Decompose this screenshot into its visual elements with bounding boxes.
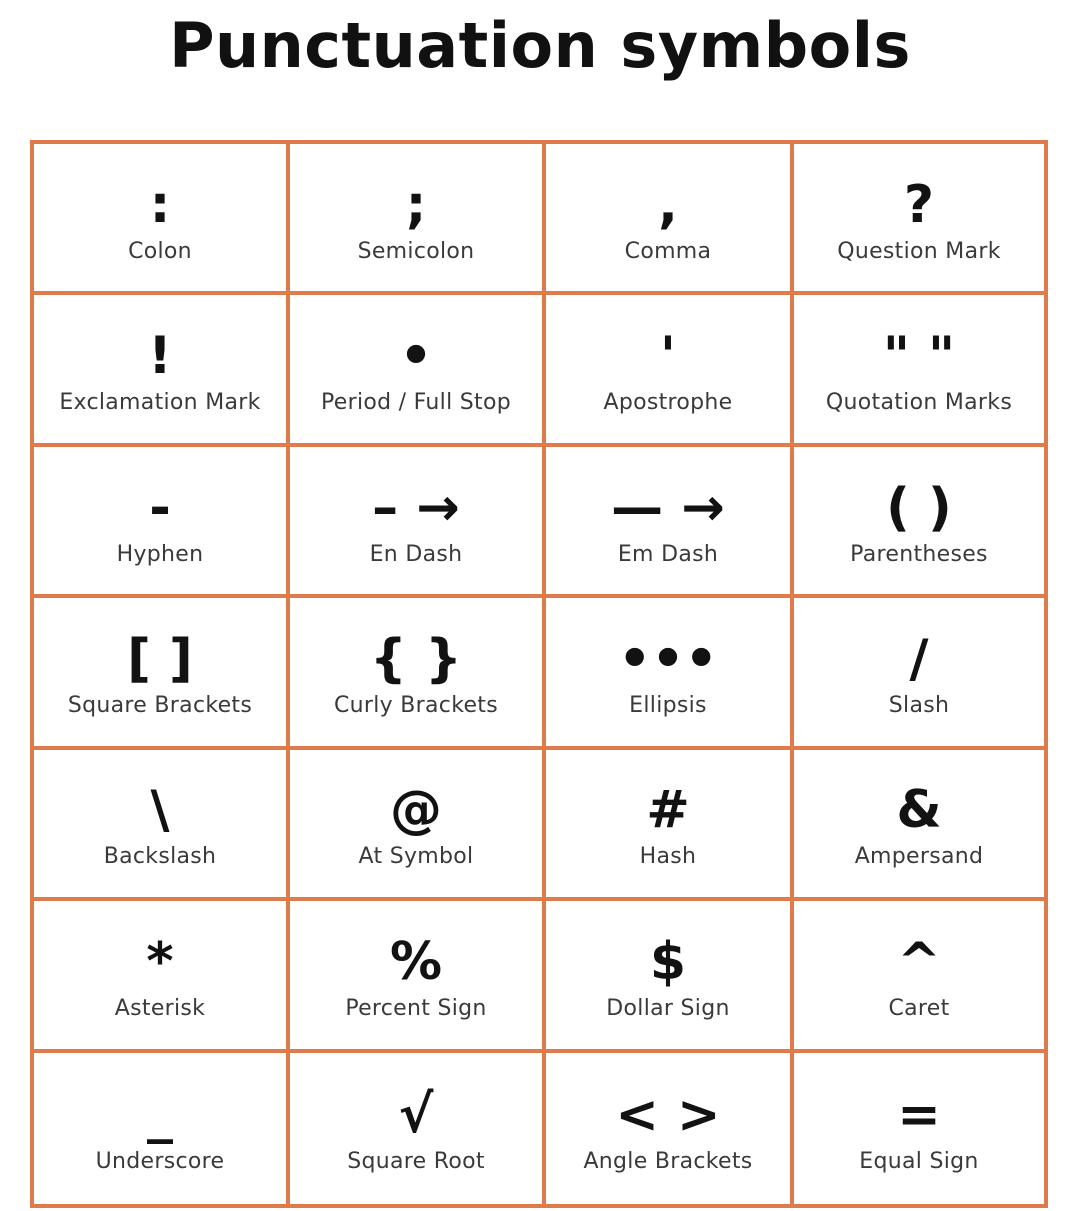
angle-brackets-symbol: < > xyxy=(615,1085,721,1146)
hyphen-symbol: - xyxy=(149,477,171,538)
symbols-table xyxy=(30,140,1048,1208)
symbol-cell-exclamation-mark xyxy=(34,295,290,446)
symbol-cell-parentheses xyxy=(794,447,1044,598)
equal-sign-symbol: = xyxy=(897,1085,941,1146)
symbol-cell-angle-brackets xyxy=(546,1053,794,1204)
angle-brackets-label: Angle Brackets xyxy=(583,1149,753,1175)
apostrophe-label: Apostrophe xyxy=(603,390,733,416)
at-symbol-label: At Symbol xyxy=(358,844,474,870)
question-mark-symbol: ? xyxy=(903,174,935,235)
quotation-marks-label: Quotation Marks xyxy=(825,390,1013,416)
symbol-cell-equal-sign xyxy=(794,1053,1044,1204)
symbol-cell-asterisk xyxy=(34,901,290,1052)
colon-symbol: : xyxy=(149,174,171,235)
ellipsis-symbol: ••• xyxy=(618,628,718,689)
equal-sign-label: Equal Sign xyxy=(859,1149,979,1175)
square-root-label: Square Root xyxy=(347,1149,485,1175)
symbol-cell-quotation-marks xyxy=(794,295,1044,446)
symbol-cell-en-dash xyxy=(290,447,546,598)
parentheses-label: Parentheses xyxy=(850,541,988,567)
ampersand-label: Ampersand xyxy=(854,844,984,870)
symbol-cell-at-symbol xyxy=(290,750,546,901)
slash-symbol: / xyxy=(909,628,929,689)
symbol-cell-backslash xyxy=(34,750,290,901)
curly-brackets-symbol: { } xyxy=(369,628,463,689)
comma-symbol: , xyxy=(658,174,678,235)
period-symbol: • xyxy=(399,326,433,387)
asterisk-symbol: * xyxy=(146,931,174,992)
semicolon-label: Semicolon xyxy=(357,238,475,264)
square-root-symbol: √ xyxy=(398,1085,434,1146)
symbol-cell-dollar-sign xyxy=(546,901,794,1052)
em-dash-label: Em Dash xyxy=(617,541,719,567)
underscore-symbol: _ xyxy=(147,1085,173,1146)
symbol-cell-slash xyxy=(794,598,1044,749)
symbol-cell-hyphen xyxy=(34,447,290,598)
en-dash-symbol: – → xyxy=(372,477,460,538)
symbol-cell-semicolon xyxy=(290,144,546,295)
parentheses-symbol: ( ) xyxy=(886,477,952,538)
symbol-cell-caret xyxy=(794,901,1044,1052)
comma-label: Comma xyxy=(624,238,712,264)
underscore-label: Underscore xyxy=(95,1149,225,1175)
en-dash-label: En Dash xyxy=(369,541,463,567)
period-label: Period / Full Stop xyxy=(320,390,512,416)
question-mark-label: Question Mark xyxy=(837,238,1001,264)
backslash-symbol: \ xyxy=(150,780,170,841)
colon-label: Colon xyxy=(128,238,192,264)
percent-sign-label: Percent Sign xyxy=(345,995,487,1021)
square-brackets-symbol: [ ] xyxy=(127,628,193,689)
symbol-cell-square-brackets xyxy=(34,598,290,749)
hash-symbol: # xyxy=(646,780,690,841)
ellipsis-label: Ellipsis xyxy=(629,692,707,718)
backslash-label: Backslash xyxy=(103,844,217,870)
symbol-cell-hash xyxy=(546,750,794,901)
exclamation-mark-label: Exclamation Mark xyxy=(59,390,261,416)
symbol-cell-ampersand xyxy=(794,750,1044,901)
semicolon-symbol: ; xyxy=(405,174,427,235)
dollar-sign-symbol: $ xyxy=(649,931,687,992)
at-symbol: @ xyxy=(390,780,442,841)
symbol-cell-apostrophe xyxy=(546,295,794,446)
symbol-cell-period xyxy=(290,295,546,446)
curly-brackets-label: Curly Brackets xyxy=(334,692,498,718)
quotation-marks-symbol: " " xyxy=(882,326,956,387)
percent-sign-symbol: % xyxy=(389,931,443,992)
exclamation-mark-symbol: ! xyxy=(148,326,172,387)
symbol-cell-curly-brackets xyxy=(290,598,546,749)
symbol-cell-percent-sign xyxy=(290,901,546,1052)
symbol-cell-underscore xyxy=(34,1053,290,1204)
symbol-cell-ellipsis xyxy=(546,598,794,749)
slash-label: Slash xyxy=(888,692,950,718)
page-title: Punctuation symbols xyxy=(169,9,911,82)
asterisk-label: Asterisk xyxy=(114,995,206,1021)
symbol-cell-square-root xyxy=(290,1053,546,1204)
ampersand-symbol: & xyxy=(896,780,942,841)
symbol-cell-em-dash xyxy=(546,447,794,598)
symbol-cell-colon xyxy=(34,144,290,295)
dollar-sign-label: Dollar Sign xyxy=(606,995,730,1021)
caret-label: Caret xyxy=(888,995,950,1021)
em-dash-symbol: — → xyxy=(611,477,725,538)
square-brackets-label: Square Brackets xyxy=(67,692,253,718)
hash-label: Hash xyxy=(639,844,697,870)
symbol-cell-question-mark xyxy=(794,144,1044,295)
apostrophe-symbol: ' xyxy=(660,326,676,387)
symbol-cell-comma xyxy=(546,144,794,295)
hyphen-label: Hyphen xyxy=(116,541,204,567)
caret-symbol: ^ xyxy=(897,931,941,992)
